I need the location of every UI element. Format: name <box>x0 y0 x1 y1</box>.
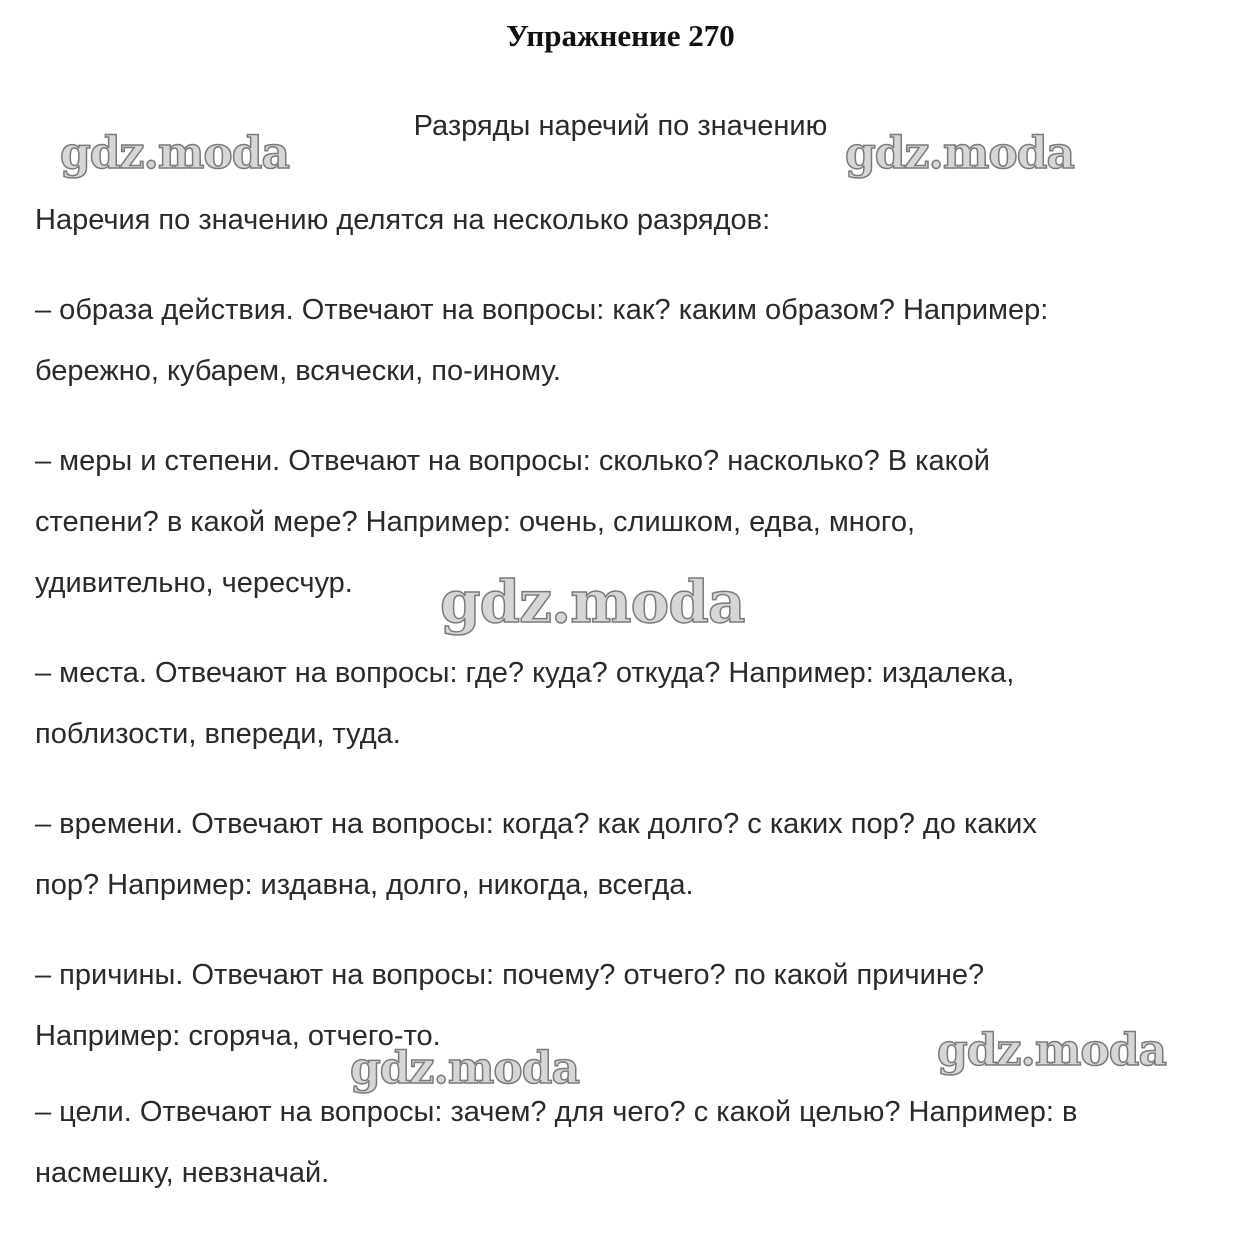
section-subtitle: Разряды наречий по значению <box>413 110 828 142</box>
time-line-1: – времени. Отвечают на вопросы: когда? как долго? с каких пор? до каких <box>35 808 1037 840</box>
manner-line-2: бережно, кубарем, всячески, по-иному. <box>35 355 561 387</box>
cause-line-1: – причины. Отвечают на вопросы: почему? отчего? по какой причине? <box>35 959 985 991</box>
manner-line-1: – образа действия. Отвечают на вопросы: как? каким образом? Например: <box>35 294 1049 326</box>
watermark: gdz.moda <box>937 1025 1167 1076</box>
watermark: gdz.moda <box>60 128 290 179</box>
cause-line-2: Например: сгоряча, отчего-то. <box>35 1020 441 1052</box>
degree-line-2: степени? в какой мере? Например: очень, слишком, едва, много, <box>35 506 916 538</box>
degree-line-1: – меры и степени. Отвечают на вопросы: сколько? насколько? В какой <box>35 445 990 477</box>
degree-line-3: удивительно, чересчур. <box>35 567 353 599</box>
time-line-2: пор? Например: издавна, долго, никогда, всегда. <box>35 869 694 901</box>
page-title: Упражнение 270 <box>506 18 735 53</box>
place-line-2: поблизости, впереди, туда. <box>35 718 401 750</box>
intro-text: Наречия по значению делятся на несколько разрядов: <box>35 204 771 236</box>
watermark: gdz.moda <box>440 568 745 636</box>
purpose-line-1: – цели. Отвечают на вопросы: зачем? для чего? с какой целью? Например: в <box>35 1096 1078 1128</box>
place-line-1: – места. Отвечают на вопросы: где? куда? откуда? Например: издалека, <box>35 657 1015 689</box>
watermark: gdz.moda <box>845 128 1075 179</box>
watermark: gdz.moda <box>350 1043 580 1094</box>
purpose-line-2: насмешку, невзначай. <box>35 1157 330 1189</box>
